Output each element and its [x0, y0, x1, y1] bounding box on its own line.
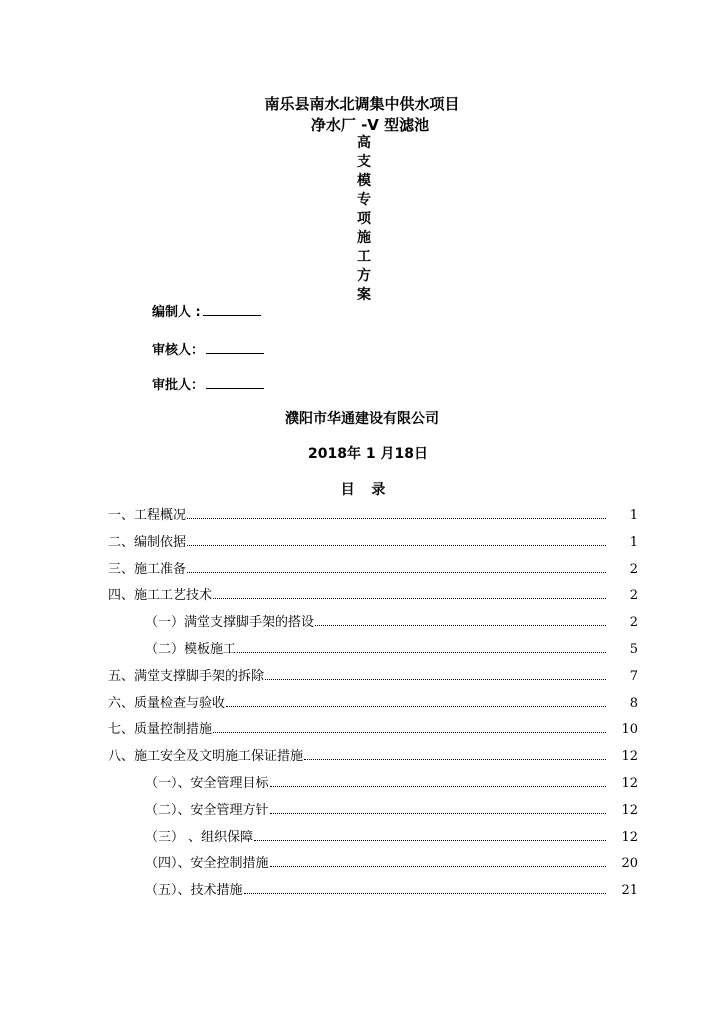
company-name: 濮阳市华通建设有限公司 [285, 411, 439, 427]
toc-leader-dots [270, 812, 606, 814]
approver-signature-line [206, 376, 264, 389]
toc-leader-dots [304, 758, 606, 760]
reviewer-signature [152, 341, 264, 360]
document-date: 2018年 1 月18日 [308, 446, 428, 462]
toc-leader-dots [254, 839, 606, 841]
toc-entry-label: 七、质量控制措施 [108, 722, 213, 738]
toc-entry[interactable] [145, 641, 638, 659]
toc-entry-label: （一）满堂支撑脚手架的搭设 [145, 615, 315, 631]
vertical-char: 方 [357, 268, 371, 284]
toc-entry-label: （四）、安全控制措施 [145, 856, 269, 872]
toc-entry-label: 一、工程概况 [108, 508, 187, 523]
toc-entry[interactable] [145, 775, 638, 793]
toc-leader-dots [187, 517, 606, 519]
toc-leader-dots [187, 571, 606, 573]
toc-entry-label: 二、编制依据 [108, 534, 187, 550]
toc-entry-label: （一）、安全管理目标 [145, 776, 269, 791]
reviewer-label: 审核人： [152, 343, 205, 358]
toc-entry-label: （二）模板施工 [145, 642, 237, 657]
compiler-label: 编制人 : [152, 305, 201, 320]
toc-entry-page: 12 [621, 776, 638, 791]
approver-label: 审批人： [152, 378, 205, 393]
vertical-char: 施 [357, 230, 371, 246]
vertical-char: 模 [357, 173, 371, 189]
toc-leader-dots [187, 544, 606, 546]
project-title: 南乐县南水北调集中供水项目 [264, 95, 460, 113]
toc-entry-page: 21 [621, 883, 638, 899]
toc-entry[interactable] [108, 748, 638, 766]
toc-entry-label: （三） 、组织保障 [145, 829, 254, 845]
toc-leader-dots [270, 785, 606, 787]
toc-leader-dots [226, 705, 606, 707]
toc-entry[interactable] [145, 829, 638, 847]
toc-entry-page: 8 [629, 695, 638, 711]
toc-entry-page: 1 [629, 534, 638, 550]
toc-entry-label: 八、施工安全及文明施工保证措施 [108, 749, 304, 765]
toc-entry-label: 四、施工工艺技术 [108, 588, 213, 604]
toc-entry-page: 20 [621, 856, 638, 872]
toc-entry[interactable] [108, 587, 638, 605]
toc-title: 目 录 [340, 482, 392, 498]
toc-leader-dots [315, 624, 606, 626]
toc-entry[interactable] [108, 561, 638, 579]
toc-entry[interactable] [108, 507, 638, 525]
toc-entry-page: 2 [629, 588, 638, 604]
toc-entry[interactable] [108, 721, 638, 739]
vertical-char: 专 [357, 192, 371, 208]
toc-leader-dots [237, 651, 606, 653]
toc-entry-page: 7 [629, 668, 638, 684]
toc-leader-dots [244, 892, 606, 894]
vertical-char: 支 [357, 154, 371, 170]
toc-entry-page: 12 [621, 829, 638, 845]
vertical-char: 项 [357, 211, 371, 227]
toc-entry-page: 2 [629, 615, 638, 631]
toc-leader-dots [265, 678, 606, 680]
vertical-plan-title [354, 134, 374, 305]
toc-entry-label: （二）、安全管理方针 [145, 802, 269, 818]
toc-leader-dots [213, 597, 606, 599]
compiler-signature-line [203, 303, 261, 316]
toc-entry-page: 1 [629, 508, 638, 523]
toc-entry-page: 12 [621, 749, 638, 765]
compiler-signature [152, 303, 261, 322]
project-subtitle: 净水厂 -V 型滤池 [310, 116, 430, 134]
toc-leader-dots [213, 731, 606, 733]
toc-entry[interactable] [145, 855, 638, 873]
toc-entry[interactable] [145, 614, 638, 632]
toc-entry-page: 10 [621, 722, 638, 738]
toc-entry[interactable] [145, 882, 638, 900]
vertical-char: 工 [357, 249, 371, 265]
toc-entry[interactable] [108, 534, 638, 552]
reviewer-signature-line [206, 341, 264, 354]
vertical-char: 案 [357, 287, 371, 303]
toc-entry-label: 六、质量检查与验收 [108, 695, 226, 711]
toc-leader-dots [270, 865, 606, 867]
vertical-char: 高 [357, 135, 371, 151]
toc-entry-page: 12 [621, 802, 638, 818]
toc-entry[interactable] [108, 695, 638, 713]
toc-entry[interactable] [145, 802, 638, 820]
toc-entry-page: 5 [629, 642, 638, 657]
toc-entry[interactable] [108, 668, 638, 686]
toc-entry-label: 三、施工准备 [108, 561, 187, 577]
toc-entry-label: （五）、技术措施 [145, 883, 243, 899]
toc-entry-page: 2 [629, 561, 638, 577]
approver-signature [152, 376, 264, 395]
toc-entry-label: 五、满堂支撑脚手架的拆除 [108, 668, 265, 684]
